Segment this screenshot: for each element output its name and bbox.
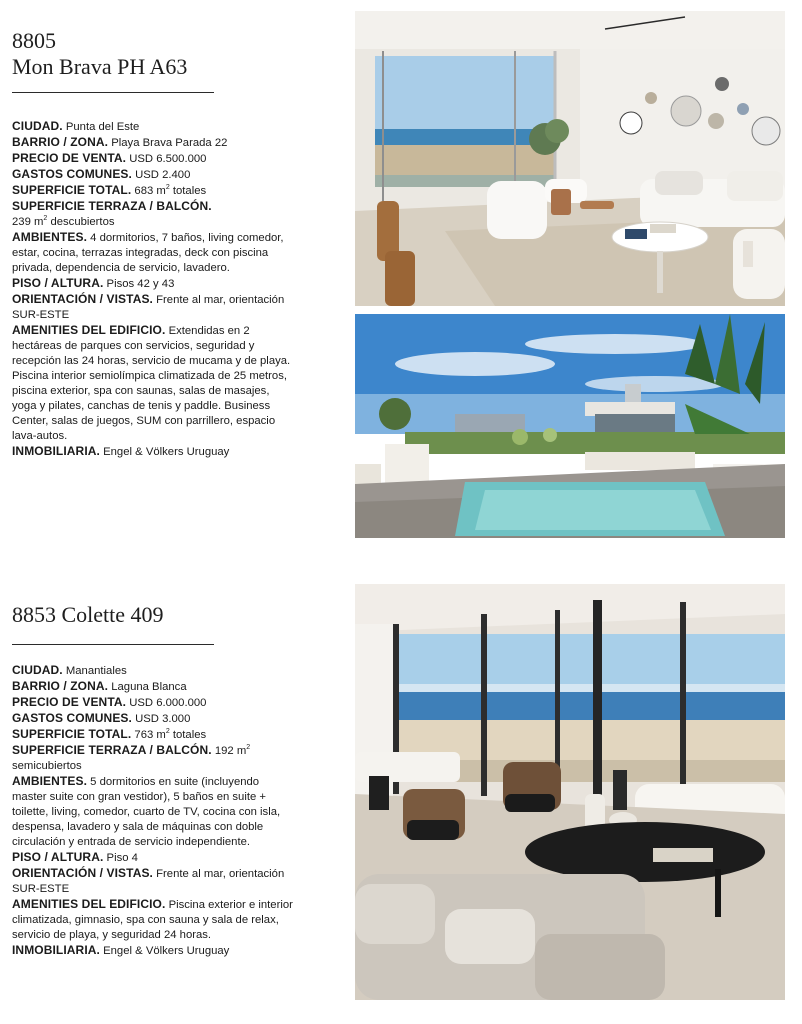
spec-value-suffix: totales [169,185,207,197]
spec-label: BARRIO / ZONA. [12,679,109,693]
spec-label: PISO / ALTURA. [12,276,104,290]
listing-title [12,602,164,628]
spec-value: Laguna Blanca [111,681,187,693]
spec-row [12,119,296,135]
spec-label: ORIENTACIÓN / VISTAS. [12,866,153,880]
spec-label: PRECIO DE VENTA. [12,695,127,709]
spec-superscript: 2 [246,744,251,752]
ocean-view-living-photo [355,584,785,1000]
spec-label: PRECIO DE VENTA. [12,151,127,165]
terrace-pool-photo [355,314,785,538]
listing-number: 8853 [12,602,56,627]
spec-label: AMBIENTES. [12,230,88,244]
title-divider [12,92,214,93]
listing-title [12,28,187,80]
spec-value: Frente al mar, orientación SUR-ESTE [12,868,285,895]
spec-row [12,135,296,151]
spec-value: 192 m [214,745,247,757]
title-divider [12,644,214,645]
living-room-photo [355,11,785,306]
spec-value-suffix: semicubiertos [12,760,82,772]
spec-row [12,444,296,460]
listing-number: 8805 [12,28,56,53]
spec-label: PISO / ALTURA. [12,850,104,864]
spec-label: GASTOS COMUNES. [12,711,132,725]
spec-value: Playa Brava Parada 22 [111,137,228,149]
spec-row [12,866,296,897]
spec-row [12,151,296,167]
spec-value: Manantiales [65,665,127,677]
spec-value: 763 m [134,729,166,741]
spec-row [12,850,296,866]
spec-row [12,323,296,444]
spec-value-suffix: totales [169,729,207,741]
spec-row [12,276,296,292]
spec-value: Piso 4 [106,852,138,864]
spec-row [12,695,296,711]
spec-label: ORIENTACIÓN / VISTAS. [12,292,153,306]
spec-label: SUPERFICIE TERRAZA / BALCÓN. [12,743,212,757]
spec-value: USD 2.400 [135,169,191,181]
spec-row [12,183,296,199]
spec-value-suffix: descubiertos [47,216,115,228]
spec-row [12,199,296,230]
spec-value: Extendidas en 2 hectáreas de parques con servicios, seguridad y recepción las 24 horas, servicio de mucama y de playa. Piscina interior semiolímpica climatizada de 25 metros, piscina exterior, spa con saunas, salas de masajes, yoga y pilates, canchas de tenis y paddle. Business Center, salas de juegos, SUM con parrillero, espacio lava-autos. [12,325,291,442]
listing-name: Mon Brava PH A63 [12,54,188,79]
spec-label: CIUDAD. [12,119,63,133]
spec-label: SUPERFICIE TERRAZA / BALCÓN. [12,199,212,213]
spec-label: AMENITIES DEL EDIFICIO. [12,323,166,337]
spec-list [12,663,296,959]
spec-value: 683 m [134,185,166,197]
spec-value: Pisos 42 y 43 [106,278,175,290]
spec-row [12,943,296,959]
spec-label: SUPERFICIE TOTAL. [12,183,132,197]
spec-superscript: 2 [43,215,48,223]
spec-row [12,774,296,850]
spec-label: AMENITIES DEL EDIFICIO. [12,897,166,911]
spec-label: BARRIO / ZONA. [12,135,109,149]
spec-row [12,292,296,323]
spec-row [12,743,296,774]
spec-label: GASTOS COMUNES. [12,167,132,181]
spec-row [12,230,296,276]
spec-row [12,679,296,695]
spec-value: Engel & Völkers Uruguay [103,945,230,957]
spec-label: SUPERFICIE TOTAL. [12,727,132,741]
spec-row [12,167,296,183]
spec-list [12,119,296,460]
spec-superscript: 2 [165,728,170,736]
spec-row [12,663,296,679]
spec-row [12,897,296,943]
listing-name: Colette 409 [61,602,164,627]
spec-value: 5 dormitorios en suite (incluyendo master suite con gran vestidor), 5 baños en suite + toilette, living, comedor, cuarto de TV, cocina con isla, despensa, lavadero y sala de máquinas con doble circulación y entrada de servicio independiente. [12,776,281,848]
spec-row [12,727,296,743]
spec-value: Piscina exterior e interior climatizada, gimnasio, spa con sauna y sala de relax, servicio de playa, y seguridad 24 horas. [12,899,293,941]
spec-value: USD 6.500.000 [129,153,207,165]
spec-row [12,711,296,727]
spec-superscript: 2 [165,184,170,192]
spec-value: Frente al mar, orientación SUR-ESTE [12,294,285,321]
spec-value: Punta del Este [65,121,140,133]
spec-value: Engel & Völkers Uruguay [103,446,230,458]
spec-label: AMBIENTES. [12,774,88,788]
spec-value: USD 6.000.000 [129,697,207,709]
spec-value: 4 dormitorios, 7 baños, living comedor, estar, cocina, terrazas integradas, deck con piscina privada, dependencia de servicio, lavadero. [12,232,284,274]
spec-label: CIUDAD. [12,663,63,677]
listing-8853 [0,580,802,1024]
spec-label: INMOBILIARIA. [12,943,100,957]
spec-value: 239 m [12,216,44,228]
spec-value: USD 3.000 [135,713,191,725]
spec-label: INMOBILIARIA. [12,444,100,458]
